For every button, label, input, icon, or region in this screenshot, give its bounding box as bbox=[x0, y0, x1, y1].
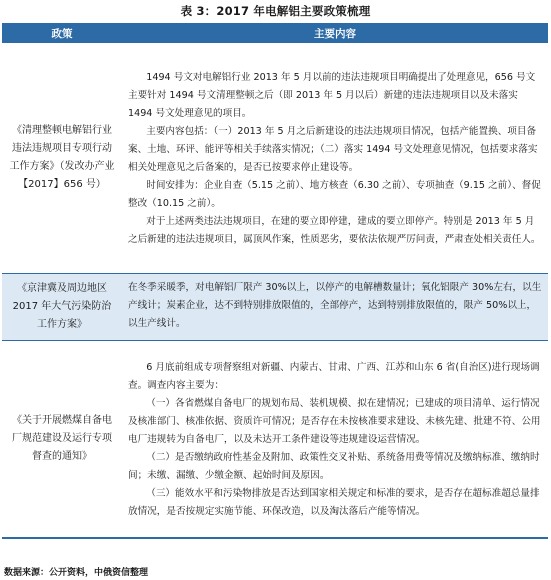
content-paragraph: 在冬季采暖季，对电解铝厂限产 30%以上，以停产的电解槽数量计；氧化铝限产 30%左右，以生产线计；炭素企业，达不到特别排放限值的，全部停产，达到特别排放限值的，限产 50%以上，以生产线计。 bbox=[128, 282, 542, 329]
content-paragraph: 主要内容包括：（一）2013 年 5 月之后新建设的违法违规项目情况，包括产能置换、项目备案、土地、环评、能评等相关手续落实情况；（二）落实 1494 号文处理意见情况，包括要求落实相关处理意见之后备案的，是否已按要求停止建设等。 bbox=[128, 126, 538, 173]
content-cell bbox=[122, 43, 548, 274]
table-header-row bbox=[2, 23, 548, 43]
content-paragraph: （二）是否缴纳政府性基金及附加、政策性交叉补贴、系统备用费等情况及缴纳标准、缴纳时间；未缴、漏缴、少缴金额、起始时间及原因。 bbox=[128, 451, 540, 481]
header-content: 主要内容 bbox=[122, 23, 548, 43]
table-title: 表 3：2017 年电解铝主要政策梳理 bbox=[180, 4, 371, 18]
table-row bbox=[2, 274, 548, 341]
content-cell bbox=[122, 341, 548, 539]
table-row bbox=[2, 341, 548, 539]
policy-table bbox=[2, 23, 548, 539]
content-paragraph: 1494 号文对电解铝行业 2013 年 5 月以前的违法违规项目明确提出了处理意见，656 号文主要针对 1494 号文清理整顿之后（即 2013 年 5 月以后）新建的违法违规项目以及未落实 1494 号文处理意见的项目。 bbox=[128, 72, 536, 119]
content-paragraph: 对于上述两类违法违规项目，在建的要立即停建，建成的要立即停产。特别是 2013 年 5 月之后新建的违法违规项目，属顶风作案，性质恶劣，要依法依规严厉问责，严肃查处相关责任人。 bbox=[128, 216, 541, 245]
content-cell bbox=[122, 274, 548, 341]
content-paragraph: （三）能效水平和污染物排放是否达到国家相关规定和标准的要求，是否存在超标准超总量排放情况，是否按规定实施节能、环保改造，以及淘汰落后产能等情况。 bbox=[128, 487, 540, 517]
policy-cell: 《京津冀及周边地区 2017 年大气污染防治工作方案》 bbox=[2, 274, 122, 341]
content-paragraph: 6 月底前组成专项督察组对新疆、内蒙古、甘肃、广西、江苏和山东 6 省(自治区)进行现场调查。调查内容主要为： bbox=[128, 361, 540, 391]
policy-cell: 《关于开展燃煤自备电厂规范建设及运行专项督查的通知》 bbox=[2, 341, 122, 539]
header-policy: 政策 bbox=[2, 23, 122, 43]
content-paragraph: （一）各省燃煤自备电厂的规划布局、装机规模、拟在建情况；已建成的项目清单、运行情况及核准部门、核准依据、资质许可情况；是否存在未按核准要求建设、未核先建、批建不符、公用电厂违规转为自备电厂，以及未达开工条件建设等违规建设运营情况。 bbox=[128, 397, 541, 445]
data-source-note: 数据来源：公开资料，中俄资信整理 bbox=[4, 568, 149, 578]
table-row bbox=[2, 43, 548, 274]
policy-cell: 《清理整顿电解铝行业违法违规项目专项行动工作方案》（发改办产业【2017】656 号） bbox=[2, 43, 122, 274]
content-paragraph: 时间安排为：企业自查（5.15 之前）、地方核查（6.30 之前）、专项抽查（9.15 之前）、督促整改（10.15 之前）。 bbox=[128, 180, 541, 209]
